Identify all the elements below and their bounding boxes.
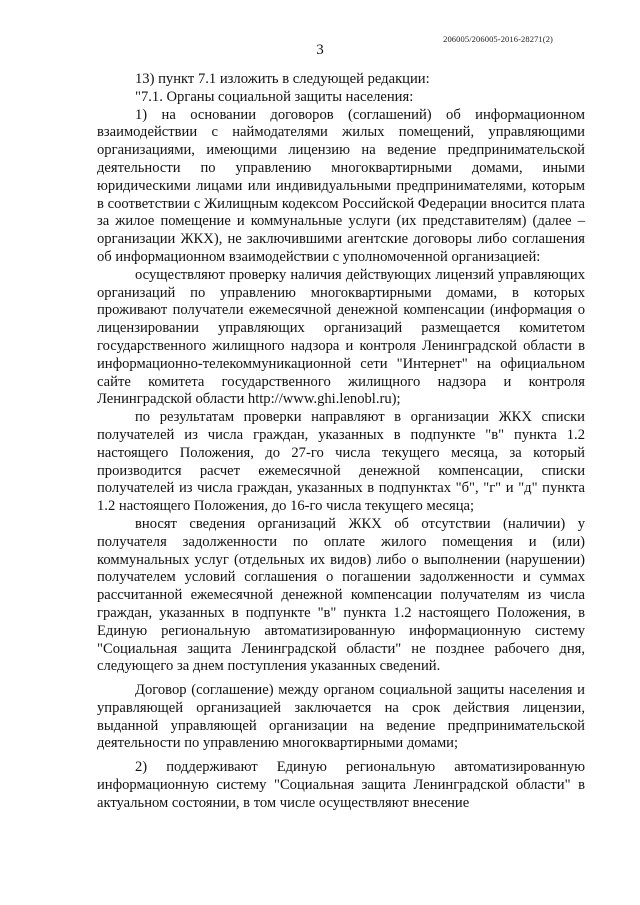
paragraph-item-13: 13) пункт 7.1 изложить в следующей редакции: — [135, 71, 430, 87]
paragraph-debt-info: вносят сведения организаций ЖКХ об отсутствии (наличии) у получателя задолженности по оплате жилого помещения и (или) коммунальных услуг (отдельных их видов) либо о выполнении (нарушении) получателем условий соглашения о погашении задолженности и суммах рассчитанной ежемесячной денежной компенсации получателям из числа граждан, указанных в подпункте "в" пункта 1.2 настоящего Положения, в Единую региональную автоматизированную информационную систему "Социальная защита Ленинградской области" не позднее рабочего дня, следующего за днем поступления указанных сведений. — [97, 515, 585, 675]
document-body — [97, 71, 585, 813]
paragraph-section-7-1-title: "7.1. Органы социальной защиты населения: — [135, 88, 414, 105]
paragraph-license-check: осуществляют проверку наличия действующих лицензий управляющих организаций по управлению многоквартирными домами, в которых проживают получатели ежемесячной денежной компенсации (информация о лицензировании управляющих организаций размещается комитетом государственного жилищного надзора и контроля Ленинградской области в информационно-телекоммуникационной сети "Интернет" на официальном сайте комитета государственного жилищного надзора и контроля Ленинградской области http://www.ghi.lenobl.ru); — [97, 266, 585, 408]
paragraph-agreement: Договор (соглашение) между органом социальной защиты населения и управляющей организацией заключается на срок действия лицензии, выданной управляющей организации на ведение предпринимательской деятельности по управлению многоквартирными домами; — [97, 682, 585, 752]
page-number: 3 — [316, 42, 324, 58]
paragraph-subitem-1: 1) на основании договоров (соглашений) об информационном взаимодействии с наймодателями жилых помещений, управляющими организациями, имеющими лицензию на ведение предпринимательской деятельности по управлению многоквартирными домами, иными юридическими лицами или индивидуальными предпринимателями, которым в соответствии с Жилищным кодексом Российской Федерации вносится плата за жилое помещение и коммунальные услуги (их представителям) (далее – организации ЖКХ), не заключившими агентские договоры либо соглашения об информационном взаимодействии с уполномоченной организацией: — [97, 106, 585, 265]
paragraph-subitem-2: 2) поддерживают Единую региональную автоматизированную информационную систему "Социальная защита Ленинградской области" в актуальном состоянии, в том числе осуществляют внесение — [97, 759, 585, 811]
paragraph-recipient-lists: по результатам проверки направляют в организации ЖКХ списки получателей из числа граждан, указанных в подпункте "в" пункта 1.2 настоящего Положения, до 27-го числа текущего месяца, за который производится расчет ежемесячной денежной компенсации, списки получателей из числа граждан, указанных в подпунктах "б", "г" и "д" пункта 1.2 настоящего Положения, до 16-го числа текущего месяца; — [97, 409, 585, 515]
document-id: 206005/206005-2016-28271(2) — [443, 34, 553, 44]
